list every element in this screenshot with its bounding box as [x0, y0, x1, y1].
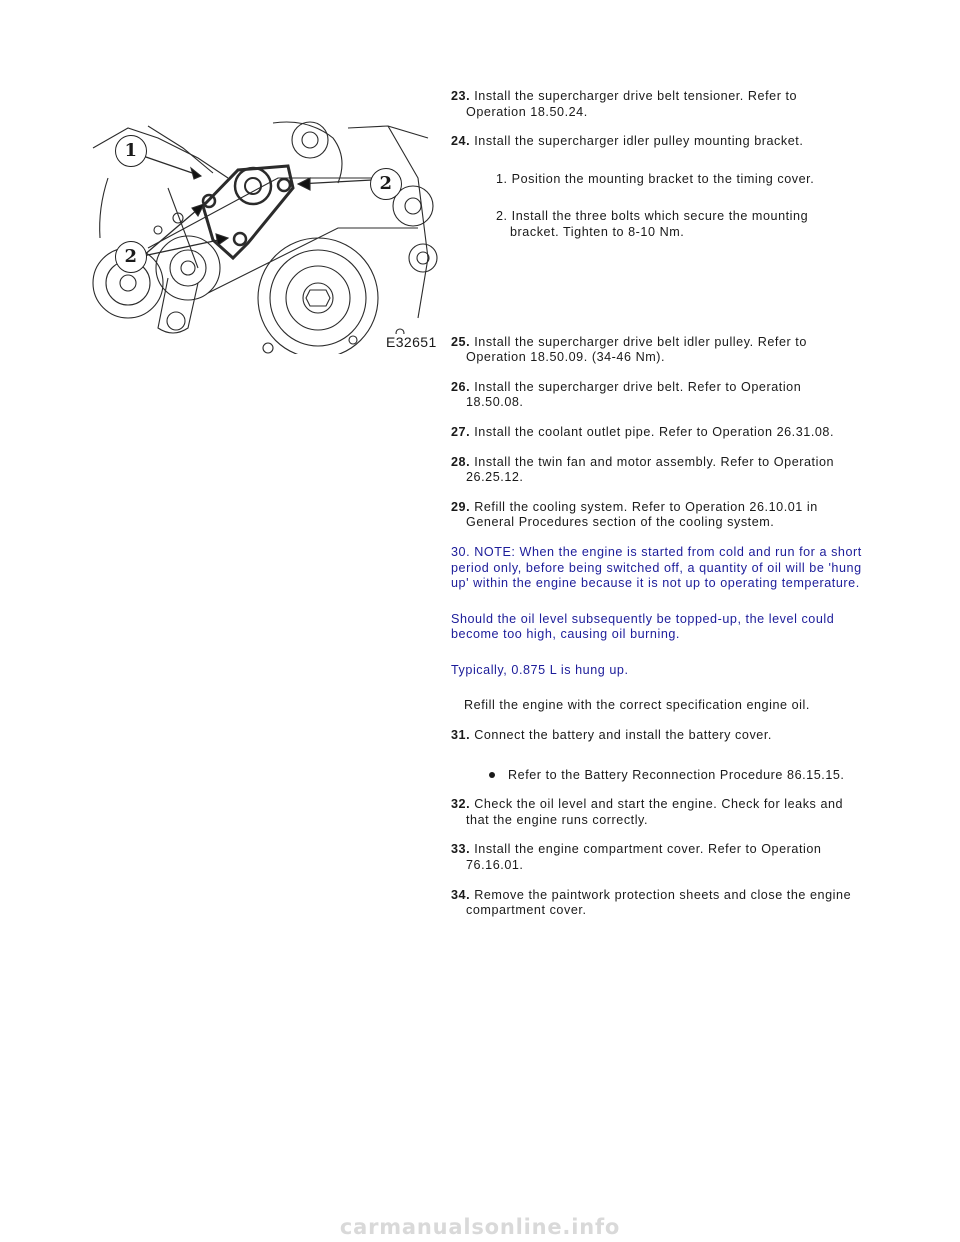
substep-2: 2. Install the three bolts which secure the mounting bracket. Tighten to 8-10 Nm.	[496, 209, 809, 239]
engine-diagram	[88, 118, 440, 354]
procedure-steps	[451, 89, 881, 933]
callout-2-left: 2	[115, 241, 147, 273]
oil-hung-up-note: Typically, 0.875 L is hung up.	[451, 662, 629, 677]
step-29: 29. Refill the cooling system. Refer to Operation 26.10.01 in General Procedures section of the cooling system.	[451, 499, 818, 530]
step-32: 32. Check the oil level and start the engine. Check for leaks and that the engine runs correctly.	[451, 797, 844, 827]
step-23: 23. Install the supercharger drive belt tensioner. Refer to Operation 18.50.24.	[451, 89, 798, 119]
battery-reconnection-bullet: Refer to the Battery Reconnection Procedure 86.15.15.	[489, 768, 881, 784]
step-33: 33. Install the engine compartment cover. Refer to Operation 76.16.01.	[451, 842, 822, 873]
step-31: 31. Connect the battery and install the battery cover.	[451, 728, 772, 743]
step-27: 27. Install the coolant outlet pipe. Refer to Operation 26.31.08.	[451, 424, 835, 439]
step-28: 28. Install the twin fan and motor assembly. Refer to Operation 26.25.12.	[451, 454, 835, 485]
watermark: carmanualsonline.info	[339, 1215, 621, 1239]
callout-2-right: 2	[370, 168, 402, 200]
figure-label: E32651	[386, 334, 437, 350]
step-25: 25. Install the supercharger drive belt idler pulley. Refer to Operation 18.50.09. (34-46 Nm).	[451, 334, 807, 365]
step-30-text: Refill the engine with the correct specification engine oil.	[464, 698, 810, 713]
substep-1: 1. Position the mounting bracket to the timing cover.	[496, 171, 815, 186]
step-24: 24. Install the supercharger idler pulley mounting bracket.	[451, 134, 804, 149]
step-30-note: 30. NOTE: When the engine is started from cold and run for a short period only, before being switched off, a quantity of oil will be 'hung up' within the engine because it is not up to operating temperature.	[451, 544, 862, 591]
step-34: 34. Remove the paintwork protection sheets and close the engine compartment cover.	[451, 887, 852, 918]
bullet-icon	[489, 772, 495, 778]
step-26: 26. Install the supercharger drive belt. Refer to Operation 18.50.08.	[451, 379, 802, 410]
oil-level-warning: Should the oil level subsequently be topped-up, the level could become too high, causing oil burning.	[451, 611, 835, 642]
callout-1: 1	[115, 135, 147, 167]
